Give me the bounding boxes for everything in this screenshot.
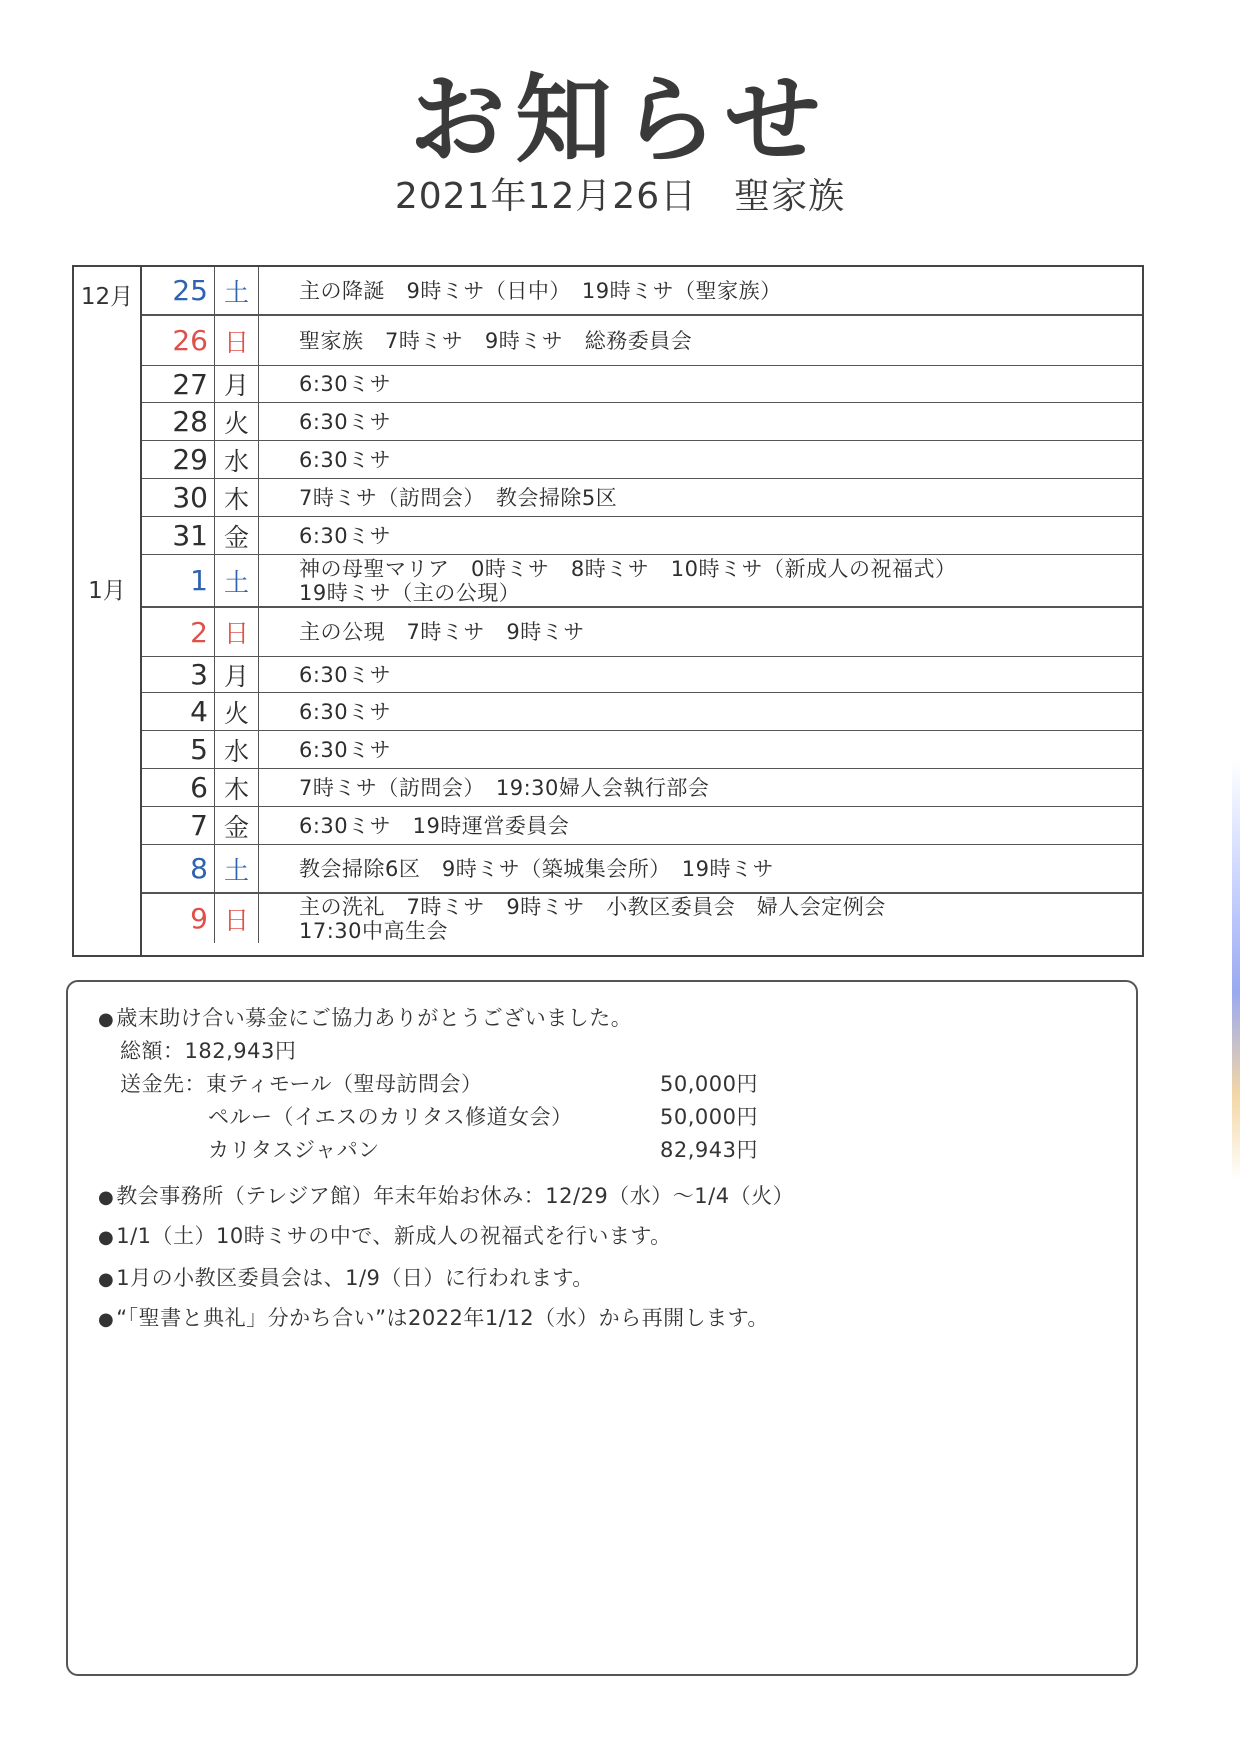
event-line: 教会掃除6区 9時ミサ（築城集会所） 19時ミサ [299, 856, 774, 881]
notice-total: 総額：182,943円 [120, 1039, 297, 1063]
row-day-of-week: 土 [215, 555, 259, 606]
event-line: 6:30ミサ [299, 372, 392, 396]
row-events [259, 267, 1142, 314]
row-date: 28 [142, 403, 215, 440]
row-date: 7 [142, 807, 215, 844]
event-line: 6:30ミサ [299, 409, 392, 434]
row-events [259, 894, 1142, 943]
row-day-of-week: 金 [215, 807, 259, 844]
page-title: お知らせ [409, 64, 831, 176]
row-day-of-week: 土 [215, 267, 259, 314]
row-day-of-week: 土 [215, 845, 259, 892]
event-line: 7時ミサ（訪問会） 教会掃除5区 [299, 485, 618, 510]
event-line: 7時ミサ（訪問会） 19:30婦人会執行部会 [299, 775, 710, 800]
schedule-row [142, 607, 1142, 657]
row-day-of-week: 火 [215, 403, 259, 440]
row-date: 6 [142, 769, 215, 806]
row-day-of-week: 木 [215, 769, 259, 806]
event-line: 6:30ミサ [299, 523, 392, 548]
schedule-row [142, 845, 1142, 893]
month-column [74, 267, 142, 955]
row-date: 3 [142, 657, 215, 692]
recipient-row [120, 1134, 820, 1164]
recipient-amount: 50,000円 [660, 1072, 758, 1096]
event-line: 19時ミサ（主の公現） [299, 580, 521, 605]
row-day-of-week: 金 [215, 517, 259, 554]
event-line: 6:30ミサ [299, 447, 392, 472]
schedule-row [142, 807, 1142, 845]
row-events [259, 769, 1142, 806]
schedule-row [142, 693, 1142, 731]
notice-thanks: ●歳末助け合い募金にご協力ありがとうございました。 [98, 1006, 633, 1030]
row-date: 26 [142, 316, 215, 365]
row-events [259, 845, 1142, 892]
row-date: 8 [142, 845, 215, 892]
schedule-row [142, 517, 1142, 555]
bullet-icon: ● [98, 1309, 115, 1330]
row-events [259, 731, 1142, 768]
event-line: 6:30ミサ 19時運営委員会 [299, 813, 570, 838]
schedule-row [142, 769, 1142, 807]
row-day-of-week: 水 [215, 441, 259, 478]
row-events [259, 479, 1142, 516]
notice-item-office-closure: ●教会事務所（テレジア館）年末年始お休み：12/29（水）～1/4（火） [98, 1184, 795, 1208]
event-line: 主の洗礼 7時ミサ 9時ミサ 小教区委員会 婦人会定例会 [299, 894, 886, 919]
recipient-name: ペルー（イエスのカリタス修道女会） [208, 1105, 573, 1129]
notice-item-bible-sharing: ●“「聖書と典礼」分かち合い”は2022年1/12（水）から再開します。 [98, 1306, 769, 1330]
bullet-icon: ● [98, 1009, 115, 1030]
month-label-december: 12月 [80, 284, 134, 310]
event-line: 主の公現 7時ミサ 9時ミサ [299, 620, 585, 644]
row-date: 9 [142, 894, 215, 943]
row-day-of-week: 月 [215, 657, 259, 692]
row-events [259, 366, 1142, 402]
schedule-table [72, 265, 1144, 957]
row-day-of-week: 木 [215, 479, 259, 516]
schedule-row [142, 555, 1142, 607]
event-line: 神の母聖マリア 0時ミサ 8時ミサ 10時ミサ（新成人の祝福式） [299, 556, 957, 581]
row-events [259, 657, 1142, 692]
row-date: 2 [142, 608, 215, 656]
scan-edge-stripe [1232, 760, 1240, 1180]
row-date: 27 [142, 366, 215, 402]
recipient-amount: 50,000円 [660, 1105, 758, 1129]
event-line: 6:30ミサ [299, 662, 392, 687]
row-events [259, 316, 1142, 365]
row-date: 4 [142, 693, 215, 730]
schedule-row [142, 366, 1142, 403]
row-day-of-week: 日 [215, 316, 259, 365]
row-events [259, 403, 1142, 440]
recipient-row [120, 1101, 820, 1131]
row-day-of-week: 火 [215, 693, 259, 730]
recipient-amount: 82,943円 [660, 1138, 758, 1162]
notice-item-parish-committee: ●1月の小教区委員会は、1/9（日）に行われます。 [98, 1266, 594, 1290]
bullet-icon: ● [98, 1187, 115, 1208]
row-date: 1 [142, 555, 215, 606]
row-date: 25 [142, 267, 215, 314]
month-label-january: 1月 [88, 578, 126, 604]
row-date: 30 [142, 479, 215, 516]
schedule-row [142, 731, 1142, 769]
recipient-row [120, 1068, 820, 1098]
schedule-row [142, 657, 1142, 693]
schedule-row [142, 315, 1142, 366]
row-day-of-week: 月 [215, 366, 259, 402]
schedule-row [142, 441, 1142, 479]
event-line: 聖家族 7時ミサ 9時ミサ 総務委員会 [299, 328, 693, 353]
row-events [259, 693, 1142, 730]
schedule-row [142, 267, 1142, 315]
row-day-of-week: 水 [215, 731, 259, 768]
row-day-of-week: 日 [215, 894, 259, 943]
row-date: 5 [142, 731, 215, 768]
row-events [259, 441, 1142, 478]
row-events [259, 517, 1142, 554]
notice-box [66, 980, 1138, 1676]
schedule-row [142, 479, 1142, 517]
notice-item-coming-of-age: ●1/1（土）10時ミサの中で、新成人の祝福式を行います。 [98, 1224, 672, 1248]
recipient-name: 東ティモール（聖母訪問会） [206, 1072, 483, 1096]
schedule-row [142, 403, 1142, 441]
row-events [259, 608, 1142, 656]
row-day-of-week: 日 [215, 608, 259, 656]
bullet-icon: ● [98, 1269, 115, 1290]
event-line: 17:30中高生会 [299, 918, 449, 943]
event-line: 6:30ミサ [299, 737, 392, 762]
event-line: 6:30ミサ [299, 699, 392, 724]
page-subtitle: 2021年12月26日 聖家族 [394, 176, 846, 217]
recipients-label: 送金先： [120, 1072, 206, 1096]
schedule-row [142, 893, 1142, 943]
row-date: 31 [142, 517, 215, 554]
row-date: 29 [142, 441, 215, 478]
bullet-icon: ● [98, 1227, 115, 1248]
recipient-name: カリタスジャパン [208, 1138, 380, 1162]
row-events [259, 555, 1142, 606]
row-events [259, 807, 1142, 844]
event-line: 主の降誕 9時ミサ（日中） 19時ミサ（聖家族） [299, 278, 782, 303]
